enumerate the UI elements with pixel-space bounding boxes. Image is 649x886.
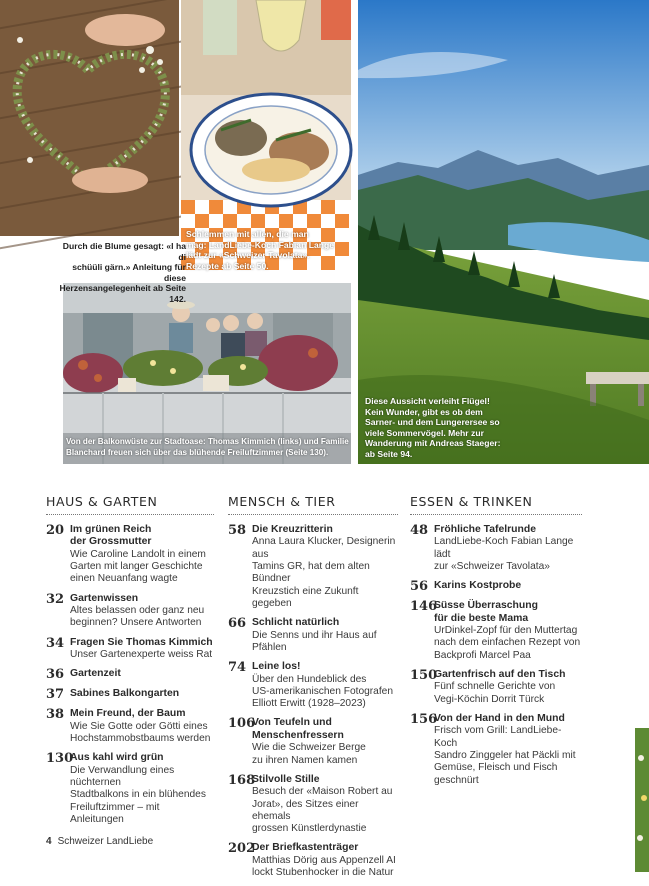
page-number: 37 <box>46 687 65 703</box>
toc-entry[interactable] <box>228 617 398 654</box>
toc-entry[interactable] <box>410 600 582 662</box>
toc-entry[interactable] <box>46 668 214 682</box>
entry-text <box>434 713 582 787</box>
entry-title: Gartenwissen <box>70 592 139 604</box>
page-number: 34 <box>46 635 65 651</box>
entry-text <box>70 593 214 630</box>
entry-title: Von Teufeln und Menschenfressern <box>252 717 344 741</box>
entry-list <box>228 524 398 879</box>
entry-title: Karins Kostprobe <box>434 580 522 592</box>
entry-description: Matthias Dörig aus Appenzell AI lockt Stubenhocker in die Natur <box>252 854 396 879</box>
entry-text <box>70 637 214 662</box>
entry-text <box>434 600 582 662</box>
entry-text <box>252 774 398 836</box>
entry-list <box>46 524 214 826</box>
entry-title: Schlicht natürlich <box>252 617 340 629</box>
page-number: 168 <box>228 772 256 788</box>
entry-text <box>70 688 214 700</box>
entry-title: Aus kahl wird grün <box>70 752 164 764</box>
page-number: 146 <box>410 599 438 615</box>
toc-entry[interactable] <box>410 713 582 787</box>
caption-wreath: Durch die Blume gesagt: «I ha di schüüli gärn.» Anleitung für diese Herzensangelegenheit ab Seite 142. <box>59 241 186 304</box>
entry-description: Wie Caroline Landolt in einem Garten mit langer Geschichte einen Neuanfang wagte <box>70 548 206 585</box>
entry-title: Gartenfrisch auf den Tisch <box>434 669 566 680</box>
entry-description: UrDinkel-Zopf für den Muttertag nach dem einfachen Rezept von Backprofi Marcel Paa <box>434 625 581 661</box>
entry-title: Fröhliche Tafelrunde <box>434 524 536 535</box>
caption-balcony: Von der Balkonwüste zur Stadtoase: Thomas Kimmich (links) und Familie Blanchard freuen sich über das blühende Freiluftzimmer (Seite 130). <box>66 437 349 457</box>
page-number: 150 <box>410 668 438 683</box>
page-number: 106 <box>228 716 256 732</box>
entry-title: Fragen Sie Thomas Kimmich <box>70 636 213 648</box>
entry-text <box>70 752 214 826</box>
page-number: 56 <box>410 579 429 595</box>
entry-title: Der Briefkastenträger <box>252 842 359 854</box>
caption-table: Schlemmen mit allen, die man mag: LandLiebe-Koch Fabian Lange lädt zur «Schweizer Tavolata». Rezepte ab Seite 50. <box>186 229 335 271</box>
page-number: 36 <box>46 667 65 683</box>
page-number: 58 <box>228 523 247 538</box>
entry-description: Über den Hundeblick des US-amerikanischen Fotografen Elliott Erwitt (1928–2023) <box>252 673 393 710</box>
page-number: 48 <box>410 523 429 538</box>
entry-text <box>434 524 582 573</box>
entry-description: Wie die Schweizer Berge zu ihren Namen kamen <box>252 742 366 766</box>
toc-entry[interactable] <box>228 842 398 879</box>
entry-title: Im grünen Reich der Grossmutter <box>70 524 152 548</box>
entry-title: Stilvolle Stille <box>252 773 320 785</box>
dotted-divider <box>228 514 398 515</box>
entry-title: Mein Freund, der Baum <box>70 708 186 720</box>
flower-edge-photo <box>635 728 649 872</box>
entry-title: Von der Hand in den Mund <box>434 713 565 724</box>
entry-text <box>252 842 398 879</box>
toc-entry[interactable] <box>410 580 582 594</box>
entry-description: Altes belassen oder ganz neu beginnen? Unsere Antworten <box>70 605 205 629</box>
toc-entry[interactable] <box>410 669 582 706</box>
entry-text <box>252 717 398 766</box>
entry-text <box>70 708 214 745</box>
entry-text <box>252 524 398 610</box>
mountain-lake-photo <box>358 0 649 464</box>
section-mensch-tier <box>228 494 398 886</box>
toc-entry[interactable] <box>228 524 398 610</box>
magazine-name: Schweizer LandLiebe <box>57 836 154 847</box>
toc-entry[interactable] <box>46 524 214 586</box>
entry-text <box>434 580 582 592</box>
page-number: 202 <box>228 841 256 857</box>
page-number: 38 <box>46 707 65 723</box>
entry-description: Unser Gartenexperte weiss Rat <box>70 649 213 661</box>
dotted-divider <box>46 514 214 515</box>
entry-list <box>410 524 582 787</box>
entry-text <box>252 661 398 710</box>
wreath-photo <box>0 0 179 236</box>
page-number: 4 <box>46 836 52 847</box>
dotted-divider <box>410 514 582 515</box>
entry-description: Besuch der «Maison Robert au Jorat», des Sitzes einer ehemals grossen Künstlerdynastie <box>252 786 393 835</box>
toc-entry[interactable] <box>228 717 398 766</box>
entry-description: Die Senns und ihr Haus auf Pfählen <box>252 629 377 653</box>
page-number: 74 <box>228 660 247 676</box>
toc-entry[interactable] <box>46 593 214 630</box>
entry-title: Sabines Balkongarten <box>70 688 180 700</box>
section-essen-trinken <box>410 494 582 794</box>
entry-title: Die Kreuzritterin <box>252 524 333 535</box>
section-title: MENSCH & TIER <box>228 494 336 509</box>
caption-landscape: Diese Aussicht verleiht Flügel! Kein Wunder, gibt es ob dem Sarner- und dem Lungerersee so viele Sommervögel. Mehr zur Wanderung mit Andreas Staeger: ab Seite 94. <box>365 396 501 459</box>
entry-description: Anna Laura Klucker, Designerin aus Tamins GR, hat dem alten Bündner Kreuzstich eine Zukunft gegeben <box>252 536 396 609</box>
entry-title: Gartenzeit <box>70 668 121 680</box>
toc-entry[interactable] <box>46 688 214 702</box>
page-number: 20 <box>46 523 65 538</box>
section-title: ESSEN & TRINKEN <box>410 494 533 509</box>
toc-entry[interactable] <box>46 637 214 662</box>
section-haus-garten <box>46 494 214 833</box>
entry-title: Süsse Überraschung für die beste Mama <box>434 600 538 624</box>
entry-description: Fünf schnelle Gerichte von Vegi-Köchin Dorrit Türck <box>434 681 556 705</box>
entry-text <box>252 617 398 654</box>
toc-entry[interactable] <box>410 524 582 573</box>
entry-text <box>70 668 214 680</box>
toc-entry[interactable] <box>228 774 398 836</box>
page-footer <box>46 836 153 847</box>
page-number: 130 <box>46 751 74 767</box>
entry-description: Die Verwandlung eines nüchternen Stadtbalkons in ein blühendes Freiluftzimmer – mit Anleitungen <box>70 764 206 825</box>
entry-description: LandLiebe-Koch Fabian Lange lädt zur «Schweizer Tavolata» <box>434 536 574 572</box>
page-number: 66 <box>228 616 247 632</box>
entry-text <box>434 669 582 706</box>
entry-description: Wie Sie Gotte oder Götti eines Hochstammobstbaums werden <box>70 720 211 745</box>
entry-text <box>70 524 214 586</box>
section-title: HAUS & GARTEN <box>46 494 158 509</box>
entry-title: Leine los! <box>252 661 301 673</box>
toc-entry[interactable] <box>46 752 214 826</box>
page-number: 156 <box>410 712 438 727</box>
toc-entry[interactable] <box>46 708 214 745</box>
toc-entry[interactable] <box>228 661 398 710</box>
page-number: 32 <box>46 591 65 607</box>
entry-description: Frisch vom Grill: LandLiebe-Koch Sandro Zinggeler hat Päckli mit Gemüse, Fleisch und Fisch geschnürt <box>434 725 576 786</box>
